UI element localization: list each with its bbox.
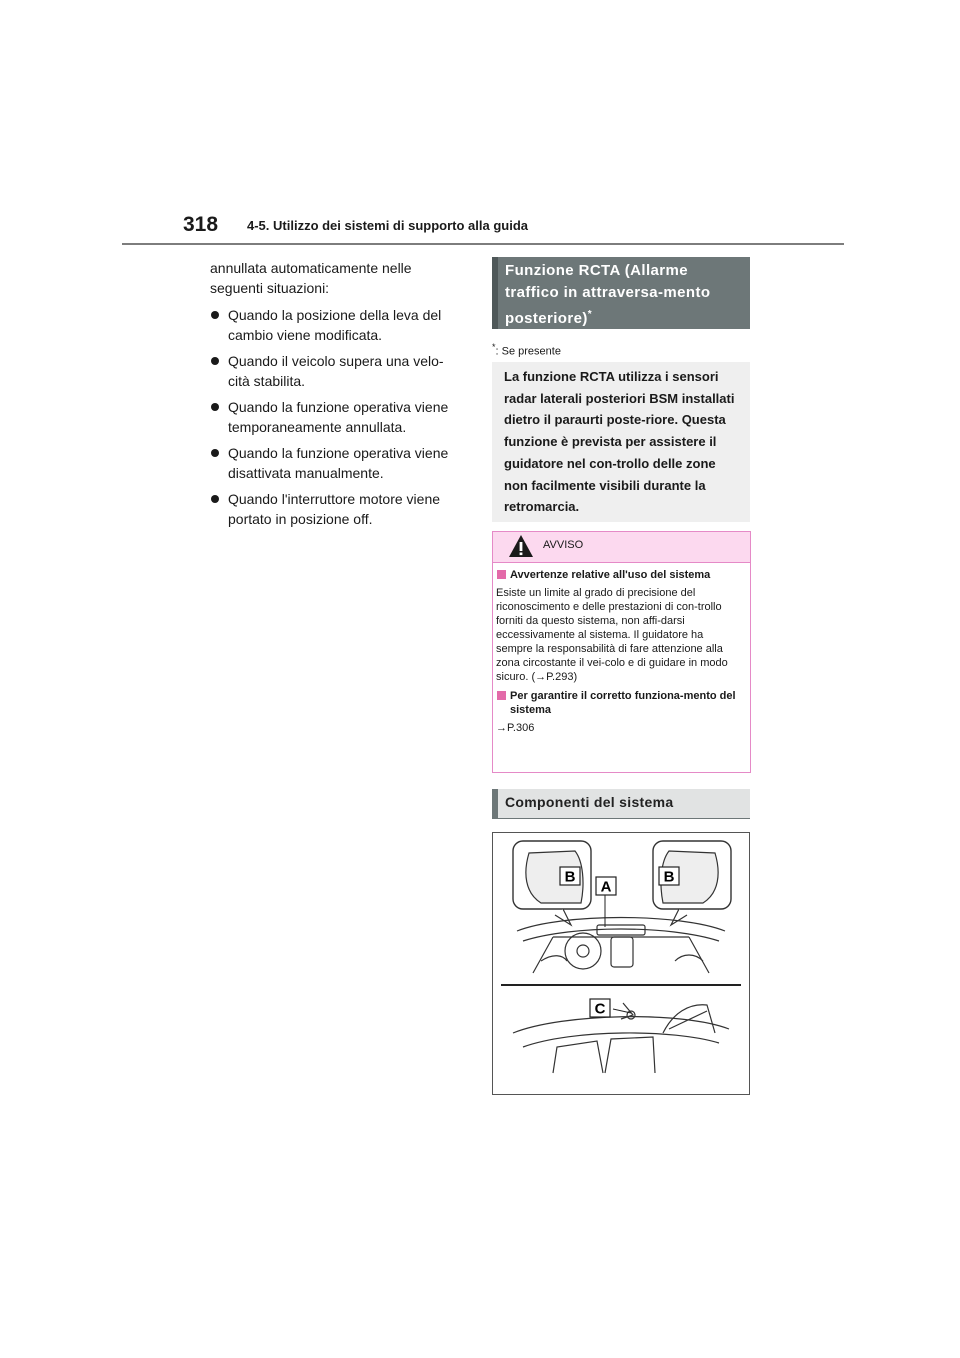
list-item bbox=[210, 305, 465, 345]
footnote-text: : Se presente bbox=[495, 345, 561, 358]
warning-heading-text: Per garantire il corretto funziona-mento del sistema bbox=[510, 690, 736, 716]
intro-text: annullata automaticamente nelle seguenti situazioni: bbox=[210, 260, 412, 296]
warning-item-heading bbox=[496, 689, 742, 717]
list-item-text: Quando l'interruttore motore viene portato in posizione off. bbox=[228, 491, 441, 527]
footnote bbox=[492, 342, 561, 358]
list-item-text: Quando la funzione operativa viene disattivata manualmente. bbox=[228, 445, 449, 481]
list-item-text: Quando il veicolo supera una velo-cità stabilita. bbox=[228, 353, 444, 389]
system-components-illustration bbox=[493, 833, 749, 1094]
components-section-heading bbox=[492, 789, 750, 819]
warning-triangle-icon bbox=[508, 534, 534, 558]
components-section-title: Componenti del sistema bbox=[505, 794, 674, 810]
list-item-text: Quando la posizione della leva del cambio viene modificata. bbox=[228, 307, 442, 343]
bullet-icon bbox=[211, 403, 219, 411]
rcta-section-title: Funzione RCTA (Allarme traffico in attraversa-mento posteriore) bbox=[505, 262, 711, 327]
section-header-title: 4-5. Utilizzo dei sistemi di supporto alla guida bbox=[247, 218, 528, 233]
rcta-section-heading bbox=[492, 257, 750, 329]
warning-heading-text: Avvertenze relative all'uso del sistema bbox=[510, 569, 711, 581]
callout-label: A bbox=[600, 878, 612, 896]
bullet-icon bbox=[211, 311, 219, 319]
warning-label: AVVISO bbox=[543, 539, 584, 551]
rcta-title-mark: * bbox=[587, 309, 593, 320]
warning-body bbox=[493, 563, 750, 735]
square-bullet-icon bbox=[497, 691, 506, 700]
list-item bbox=[210, 443, 465, 483]
warning-item-text: Esiste un limite al grado di precisione del riconoscimento e delle prestazioni di con-trollo forniti da questo sistema, non affi-darsi eccessivamente al sistema. Il guidatore ha sempre la responsabilità di fare attenzione alla zona circostante il vei-colo e di guidare in modo sicuro. (→P.293) bbox=[496, 587, 728, 683]
list-item bbox=[210, 489, 465, 529]
list-item bbox=[210, 397, 465, 437]
callout-label: C bbox=[594, 1000, 606, 1018]
list-item-text: Quando la funzione operativa viene temporaneamente annullata. bbox=[228, 399, 449, 435]
page-number: 318 bbox=[183, 213, 219, 236]
rcta-summary-box bbox=[492, 362, 750, 522]
warning-item-text: →P.306 bbox=[496, 722, 535, 734]
header-rule bbox=[122, 243, 844, 245]
list-item bbox=[210, 351, 465, 391]
rcta-summary-text: La funzione RCTA utilizza i sensori radar laterali posteriori BSM installati dietro il paraurti poste-riore. Questa funzione è prevista per assistere il guidatore nel con-trollo delle zone non facilmente visibili durante la retromarcia. bbox=[504, 369, 735, 515]
footnote-mark: * bbox=[492, 342, 496, 352]
system-components-figure bbox=[492, 832, 750, 1095]
left-column bbox=[210, 258, 465, 535]
situation-list bbox=[210, 305, 465, 529]
bullet-icon bbox=[211, 449, 219, 457]
bullet-icon bbox=[211, 357, 219, 365]
callout-label: B bbox=[663, 868, 675, 886]
warning-header bbox=[493, 532, 750, 563]
warning-box bbox=[492, 531, 751, 773]
bullet-icon bbox=[211, 495, 219, 503]
square-bullet-icon bbox=[497, 570, 506, 579]
callout-label: B bbox=[564, 868, 576, 886]
warning-item-heading bbox=[496, 568, 742, 582]
